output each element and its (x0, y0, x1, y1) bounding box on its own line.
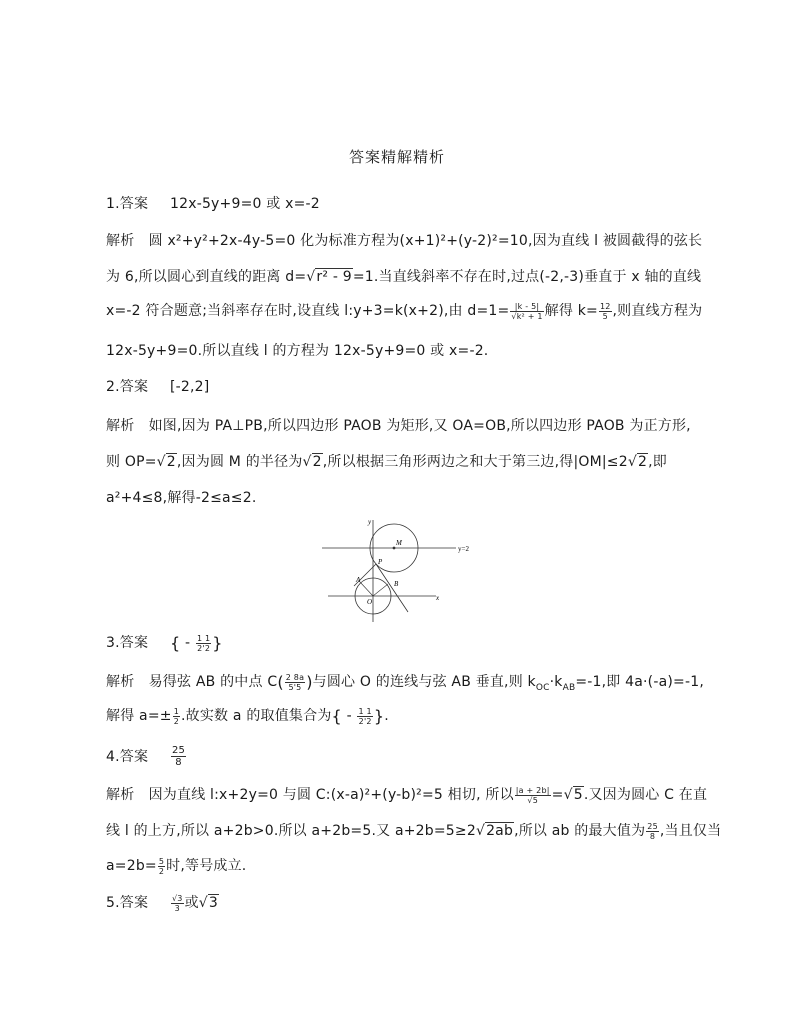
point-m (393, 547, 396, 550)
q2-line3: a²+4≤8,解得-2≤a≤2. (106, 490, 257, 506)
tangent-pb (376, 564, 408, 612)
q1-line1: 解析 圆 x²+y²+2x-4y-5=0 化为标准方程为(x+1)²+(y-2)²=10,因为直线 l 被圆截得的弦长 (106, 233, 703, 249)
q4-line3: a=2b= $\frac{5}{2}$ 时,等号成立. (106, 856, 247, 876)
q2-line2: 则 OP=√2,因为圆 M 的半径为√2,所以根据三角形两边之和大于第三边,得|OM|≤2√2,即 (106, 454, 667, 470)
q1-line4: 12x-5y+9=0.所以直线 l 的方程为 12x-5y+9=0 或 x=-2. (106, 343, 489, 359)
q3-answer-label: 3.答案 (106, 635, 149, 651)
x-axis-label: x (436, 594, 440, 602)
label-p: P (378, 558, 383, 566)
segment-ob (373, 584, 388, 596)
q4-line2: 线 l 的上方,所以 a+2b>0.所以 a+2b=5.又 a+2b=5≥2√2ab,所以 ab 的最大值为 $\frac{25}{8}$ ,当且仅当 (106, 821, 722, 841)
q2-line1: 解析 如图,因为 PA⊥PB,所以四边形 PAOB 为矩形,又 OA=OB,所以四边形 PAOB 为正方形, (106, 418, 691, 434)
y-axis-label: y (368, 518, 372, 526)
q1-answer-label: 1.答案 (106, 196, 149, 212)
segment-oa (360, 582, 373, 596)
q1-line2: 为 6,所以圆心到直线的距离 d=√r² - 9=1.当直线斜率不存在时,过点(-2,-3)垂直于 x 轴的直线 (106, 269, 702, 285)
label-a: A (356, 576, 361, 584)
label-m: M (396, 539, 402, 547)
k-fraction: $\frac{12}{5}$ (599, 301, 611, 321)
q2-answer-line (106, 376, 209, 396)
label-o: O (367, 598, 373, 606)
q4-answer-label: 4.答案 (106, 748, 149, 765)
line-label: y=2 (458, 545, 469, 553)
q4-answer-line (106, 745, 187, 768)
q2-answer-label: 2.答案 (106, 379, 149, 395)
label-b: B (394, 580, 399, 588)
q3-answer-line: 3.答案 { - $\frac{1 1}{2'2}$ } (106, 633, 223, 653)
q5-answer-label: 5.答案 (106, 895, 149, 911)
geometry-figure (318, 512, 478, 624)
page-title: 答案精解精析 (348, 148, 445, 166)
q1-answer-line (106, 193, 320, 213)
q2-answer: [-2,2] (170, 379, 210, 395)
q1-line3: x=-2 符合题意;当斜率存在时,设直线 l:y+3=k(x+2),由 d=1= $\frac{|k - 5|}{\text{√k² + 1}}$ 解得 k= $\frac{12}{5}$ ,则直线方程为 (106, 301, 703, 321)
q4-line1: 解析 因为直线 l:x+2y=0 与圆 C:(x-a)²+(y-b)²=5 相切, 所以 $\frac{|a + 2b|}{√5}$ =√5.又因为圆心 C 在直 (106, 785, 708, 805)
q1-answer: 12x-5y+9=0 或 x=-2 (170, 196, 320, 212)
q3-line1: 解析 易得弦 AB 的中点 C( $\frac{2 8a}{5'5}$ )与圆心 O 的连线与弦 AB 垂直,则 $k_{OC}\cdot k_{AB}=-1$,即 4a·(-a)=-1, (106, 672, 704, 693)
q4-answer: $\frac{25}{8}$ (172, 745, 186, 768)
distance-fraction: $\frac{|k - 5|}{\text{√k² + 1}}$ (511, 301, 543, 321)
q3-line2: 解得 a=± $\frac{1}{2}$ .故实数 a 的取值集合为{ - $\frac{1 1}{2'2}$ }. (106, 706, 389, 726)
q5-answer-line: 5.答案 $\frac{√3}{3}$ 或√3 (106, 893, 219, 913)
